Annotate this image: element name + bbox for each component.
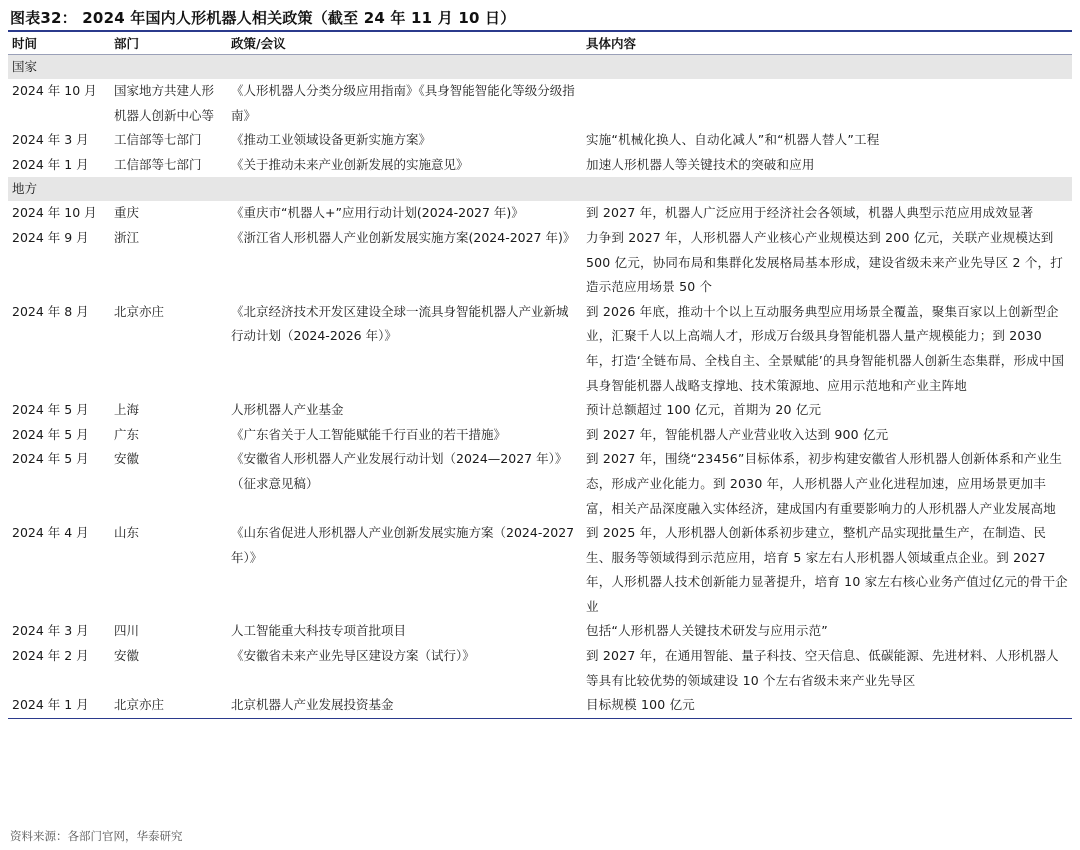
cell-time: 2024 年 10 月 [12,205,97,221]
cell-content: 到 2027 年，围绕“23456”目标体系，初步构建安徽省人形机器人创新体系和产业生态，形成产业化能力。到 2030 年，人形机器人产业化进程加速，应用场景更加丰富，相关产品深度融入实体经济，建成国内有重要影响力的人形机器人产业发展高地 [586,451,1063,516]
cell-policy: 《重庆市“机器人+”应用行动计划(2024-2027 年)》 [231,205,524,221]
cell-dept: 国家地方共建人形机器人创新中心等 [114,83,215,123]
cell-dept: 上海 [114,402,140,418]
cell-dept: 安徽 [114,451,140,467]
cell-time: 2024 年 5 月 [12,451,89,467]
table-row [8,619,1072,644]
table-row [8,153,1072,178]
cell-policy: 《人形机器人分类分级应用指南》《具身智能智能化等级分级指南》 [231,83,575,123]
cell-time: 2024 年 1 月 [12,156,89,172]
cell-time: 2024 年 3 月 [12,623,89,639]
group-row [8,55,1072,80]
cell-policy: 北京机器人产业发展投资基金 [227,693,582,718]
cell-content: 实施“机械化换人、自动化减人”和“机器人替人”工程 [586,132,880,148]
cell-content: 到 2027 年，在通用智能、量子科技、空天信息、低碳能源、先进材料、人形机器人等具有比较优势的领域建设 10 个左右省级未来产业先导区 [586,648,1059,688]
cell-content: 预计总额超过 100 亿元，首期为 20 亿元 [586,402,822,418]
cell-time: 2024 年 2 月 [12,648,89,664]
group-label: 国家 [8,55,1072,80]
cell-dept: 山东 [114,525,140,541]
table-row [8,398,1072,423]
cell-time: 2024 年 10 月 [12,83,97,98]
cell-policy: 《广东省关于人工智能赋能千行百业的若干措施》 [231,426,507,442]
cell-policy: 《北京经济技术开发区建设全球一流具身智能机器人产业新城行动计划（2024-2026 年）》 [231,303,569,344]
cell-content: 到 2026 年底，推动十个以上互动服务典型应用场景全覆盖，聚集百家以上创新型企业，汇聚千人以上高端人才，形成万台级具身智能机器人量产规模能力；到 2030 年，打造‘全链布局、全栈自主、全景赋能’的具身智能机器人创新生态集群，形成中国具身智能机器人战略支撑地、技术策源地、应用示范地和产业主阵地 [586,303,1065,393]
group-label: 地方 [8,177,1072,201]
cell-content [582,79,1072,128]
header-row [8,32,1072,55]
table-row [8,447,1072,521]
cell-dept: 工信部等七部门 [114,132,202,148]
cell-dept: 北京亦庄 [114,303,165,319]
table-row [8,693,1072,718]
cell-dept: 安徽 [114,648,140,664]
cell-dept: 北京亦庄 [110,693,227,718]
cell-dept: 浙江 [114,229,140,245]
cell-policy: 人工智能重大科技专项首批项目 [231,623,407,639]
cell-content: 力争到 2027 年，人形机器人产业核心产业规模达到 200 亿元，关联产业规模达到 500 亿元，协同布局和集群化发展格局基本形成，建设省级未来产业先导区 2 个，打造示范应用场景 50 个 [586,229,1063,295]
table-row [8,423,1072,448]
cell-time: 2024 年 9 月 [12,229,89,245]
cell-time: 2024 年 5 月 [12,402,89,418]
cell-dept: 工信部等七部门 [114,156,202,172]
cell-content: 包括“人形机器人关键技术研发与应用示范” [586,623,828,639]
cell-content: 加速人形机器人等关键技术的突破和应用 [586,156,815,172]
cell-time: 2024 年 5 月 [12,426,89,442]
header-content: 具体内容 [582,32,1072,55]
table-row [8,128,1072,153]
header-policy: 政策/会议 [227,32,582,55]
title-bar [8,4,1072,32]
group-row [8,177,1072,201]
cell-policy: 《关于推动未来产业创新发展的实施意见》 [231,156,469,172]
policy-table [8,32,1072,719]
cell-time: 2024 年 3 月 [12,132,89,148]
table-row [8,79,1072,128]
cell-policy: 《山东省促进人形机器人产业创新发展实施方案（2024-2027 年）》 [231,525,575,565]
table-row [8,521,1072,619]
cell-dept: 广东 [114,426,140,442]
cell-content: 到 2027 年，机器人广泛应用于经济社会各领域，机器人典型示范应用成效显著 [586,205,1034,221]
table-title: 图表32： 2024 年国内人形机器人相关政策（截至 24 年 11 月 10 日） [10,9,516,27]
source-note: 资料来源：各部门官网，华泰研究 [10,829,183,843]
cell-time: 2024 年 4 月 [12,525,89,541]
cell-policy: 《推动工业领域设备更新实施方案》 [231,132,432,148]
table-row [8,300,1072,398]
table-row [8,644,1072,693]
header-dept: 部门 [110,32,227,55]
cell-dept: 四川 [114,623,140,639]
table-row [8,226,1072,300]
cell-policy: 《浙江省人形机器人产业创新发展实施方案(2024-2027 年)》 [231,229,576,245]
cell-policy: 人形机器人产业基金 [231,402,344,418]
cell-content: 到 2025 年，人形机器人创新体系初步建立，整机产品实现批量生产，在制造、民生、服务等领域得到示范应用，培育 5 家左右人形机器人领域重点企业。到 2027 年，人形机器人技术创新能力显著提升，培育 10 家左右核心业务产值过亿元的骨干企业 [586,525,1068,614]
cell-time: 2024 年 1 月 [8,693,110,718]
header-time: 时间 [8,32,110,55]
cell-policy: 《安徽省人形机器人产业发展行动计划（2024—2027 年）》（征求意见稿） [231,451,568,491]
cell-content: 到 2027 年，智能机器人产业营业收入达到 900 亿元 [586,426,889,442]
cell-policy: 《安徽省未来产业先导区建设方案（试行）》 [231,648,475,664]
cell-dept: 重庆 [114,205,140,221]
cell-time: 2024 年 8 月 [12,303,89,319]
table-row [8,201,1072,226]
cell-content: 目标规模 100 亿元 [582,693,1072,718]
